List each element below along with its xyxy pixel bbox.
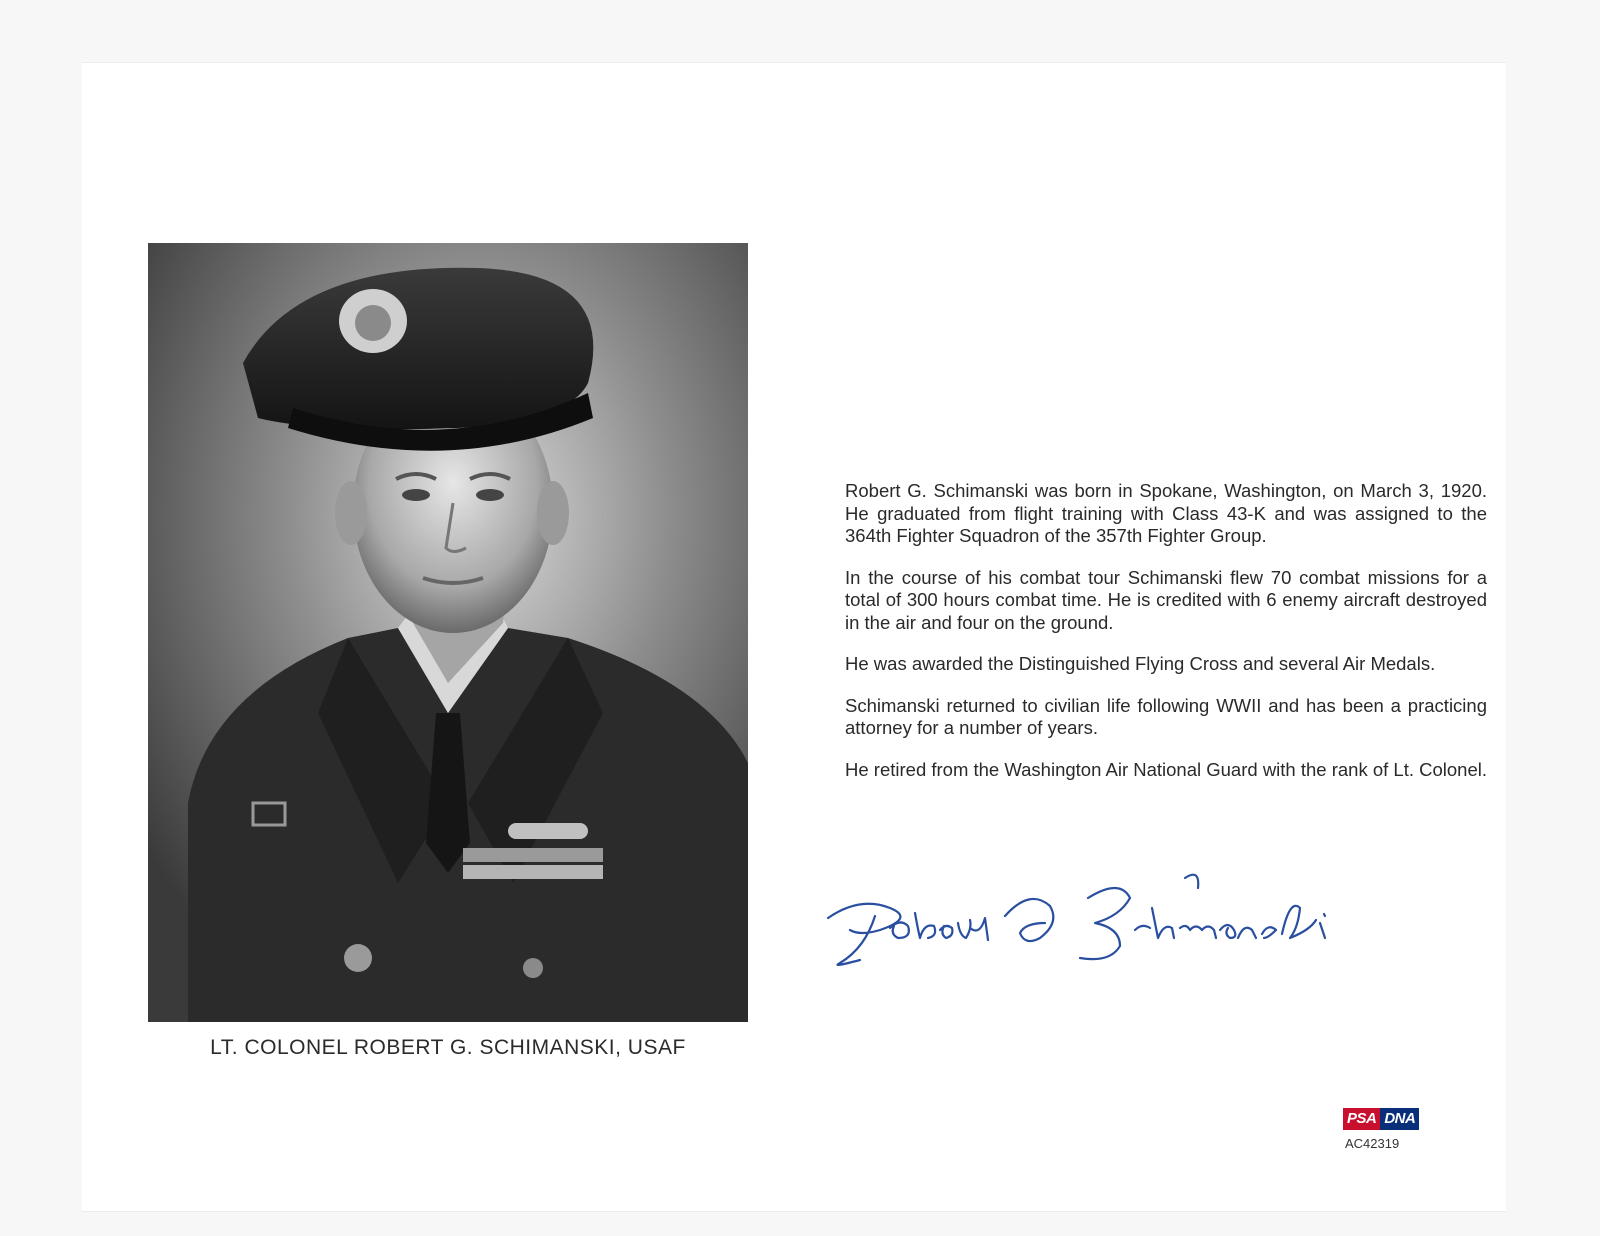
biography-text	[845, 480, 1487, 800]
bio-paragraph: He was awarded the Distinguished Flying Cross and several Air Medals.	[845, 653, 1436, 674]
authentication-code: AC42319	[1345, 1136, 1400, 1151]
bio-paragraph: In the course of his combat tour Schimanski flew 70 combat missions for a total of 300 hours combat time. He is credited with 6 enemy aircraft destroyed in the air and four on the ground.	[845, 566, 1487, 633]
bio-paragraph: Robert G. Schimanski was born in Spokane, Washington, on March 3, 1920. He graduated from flight training with Class 43-K and was assigned to the 364th Fighter Squadron of the 357th Fighter Group.	[845, 480, 1487, 546]
bio-paragraph: Schimanski returned to civilian life following WWII and has been a practicing attorney for a number of years.	[845, 694, 1487, 738]
portrait-photo	[148, 243, 748, 1022]
dna-logo-part: DNA	[1380, 1108, 1419, 1130]
psa-dna-logo	[1343, 1108, 1433, 1130]
psa-logo-part: PSA	[1343, 1108, 1380, 1130]
photo-caption: LT. COLONEL ROBERT G. SCHIMANSKI, USAF	[210, 1036, 686, 1059]
bio-paragraph: He retired from the Washington Air National Guard with the rank of Lt. Colonel.	[845, 758, 1487, 780]
handwritten-signature	[820, 868, 1380, 978]
